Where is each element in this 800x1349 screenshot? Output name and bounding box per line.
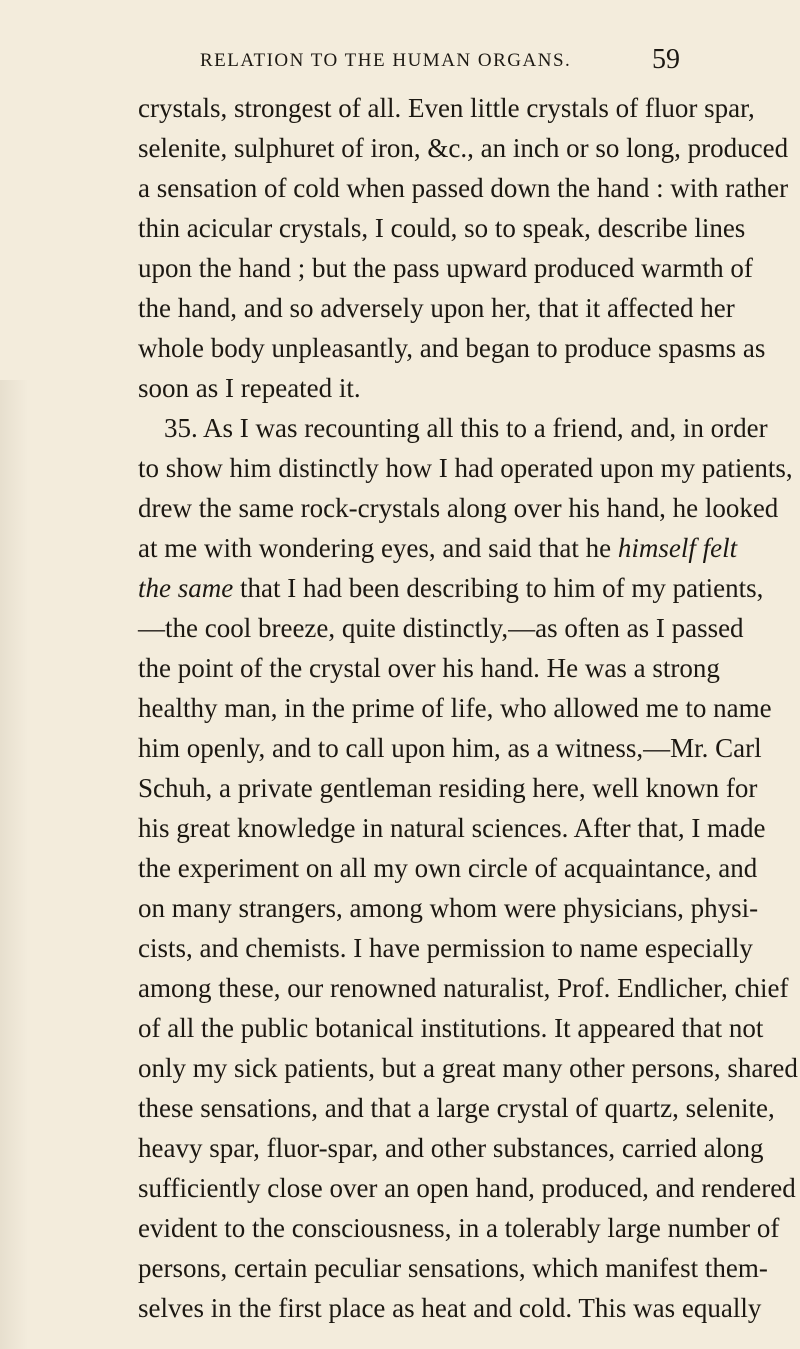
text-line: the experiment on all my own circle of acquaintance, and xyxy=(138,853,758,883)
text-line: selves in the first place as heat and cold. This was equally xyxy=(138,1293,762,1323)
text-line: soon as I repeated it. xyxy=(138,373,361,403)
running-title: RELATION TO THE HUMAN ORGANS. xyxy=(200,50,572,71)
italic-phrase: the same xyxy=(138,573,234,603)
text-line: heavy spar, fluor-spar, and other substances, carried along xyxy=(138,1133,764,1163)
text-line: persons, certain peculiar sensations, which manifest them- xyxy=(138,1253,768,1283)
text-segment: that I had been describing to him of my patients, xyxy=(233,573,764,603)
text-line: Schuh, a private gentleman residing here, well known for xyxy=(138,773,758,803)
text-line-with-italic xyxy=(138,571,764,605)
text-line: whole body unpleasantly, and began to produce spasms as xyxy=(138,333,766,363)
text-line: 35. As I was recounting all this to a friend, and, in order xyxy=(164,413,768,443)
text-line: the hand, and so adversely upon her, that it affected her xyxy=(138,293,735,323)
text-line: drew the same rock-crystals along over his hand, he looked xyxy=(138,493,779,523)
text-line: selenite, sulphuret of iron, &c., an inch or so long, produced xyxy=(138,133,789,163)
text-line: his great knowledge in natural sciences. After that, I made xyxy=(138,813,766,843)
text-line: these sensations, and that a large crystal of quartz, selenite, xyxy=(138,1093,775,1123)
text-line: evident to the consciousness, in a tolerably large number of xyxy=(138,1213,780,1243)
text-line: upon the hand ; but the pass upward produced warmth of xyxy=(138,253,753,283)
text-line: healthy man, in the prime of life, who allowed me to name xyxy=(138,693,772,723)
text-segment: at me with wondering eyes, and said that he xyxy=(138,533,618,563)
text-line: —the cool breeze, quite distinctly,—as often as I passed xyxy=(138,613,744,643)
text-line: crystals, strongest of all. Even little crystals of fluor spar, xyxy=(138,93,755,123)
text-line: him openly, and to call upon him, as a witness,—Mr. Carl xyxy=(138,733,762,763)
text-line: cists, and chemists. I have permission to name especially xyxy=(138,933,753,963)
page-number: 59 xyxy=(652,44,680,75)
text-line: sufficiently close over an open hand, produced, and rendered xyxy=(138,1173,796,1203)
italic-phrase: himself felt xyxy=(617,533,738,563)
text-line: the point of the crystal over his hand. He was a strong xyxy=(138,653,720,683)
text-line: of all the public botanical institutions. It appeared that not xyxy=(138,1013,764,1043)
text-line: a sensation of cold when passed down the hand : with rather xyxy=(138,173,789,203)
text-line: on many strangers, among whom were physicians, physi- xyxy=(138,893,759,923)
text-line-with-italic xyxy=(138,531,738,565)
text-line: only my sick patients, but a great many other persons, shared xyxy=(138,1053,798,1083)
gutter-shadow xyxy=(0,380,28,1349)
page-header xyxy=(200,44,680,80)
text-line: among these, our renowned naturalist, Prof. Endlicher, chief xyxy=(138,973,789,1003)
text-line: to show him distinctly how I had operated upon my patients, xyxy=(138,453,793,483)
text-line: thin acicular crystals, I could, so to speak, describe lines xyxy=(138,213,746,243)
